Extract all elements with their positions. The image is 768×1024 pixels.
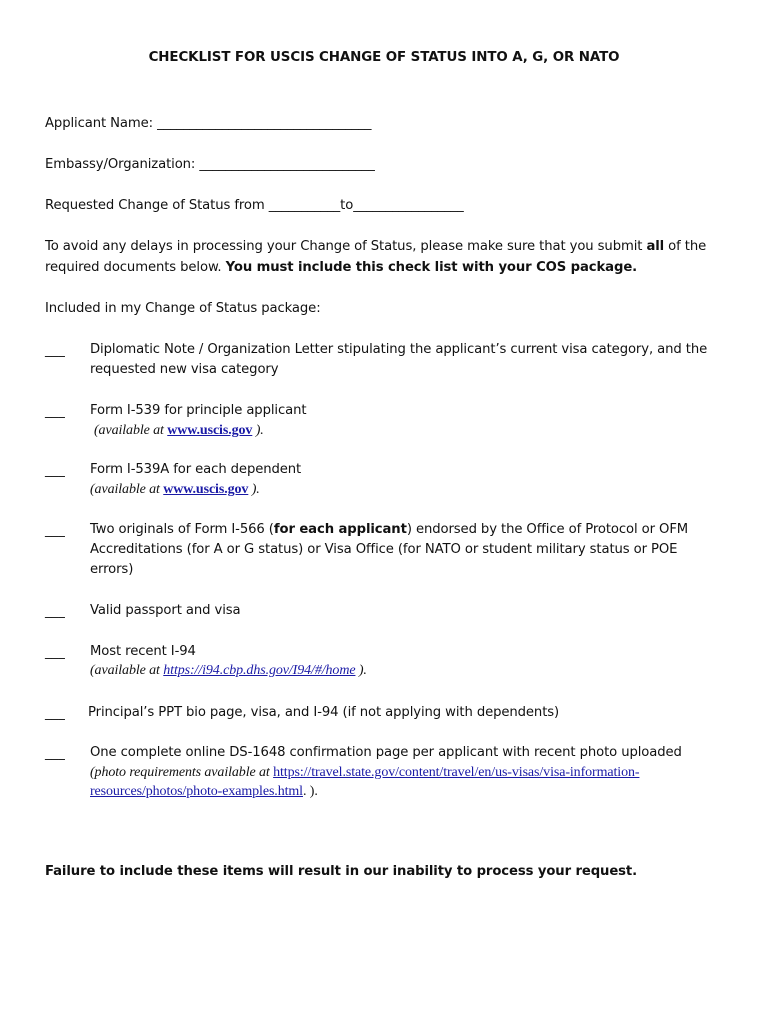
requested-status-label: Requested Change of Status from xyxy=(45,198,265,213)
applicant-name-label: Applicant Name: xyxy=(45,116,153,131)
photo-requirements-link-cont[interactable]: resources/photos/photo-examples.html xyxy=(90,784,303,799)
i94-link[interactable]: https://i94.cbp.dhs.gov/I94/#/home xyxy=(163,663,356,678)
item-form-i539a: Form I-539A for each dependent xyxy=(90,462,302,477)
checkbox-principal-ppt[interactable]: ___ xyxy=(45,706,65,721)
note-text-end: ). xyxy=(355,663,367,678)
intro-emphasis-all: all xyxy=(646,239,665,254)
uscis-link[interactable]: www.uscis.gov xyxy=(163,482,249,497)
item-text: Two originals of Form I-566 ( xyxy=(90,522,274,537)
checkbox-form-i539[interactable]: ___ xyxy=(45,404,65,419)
intro-text: To avoid any delays in processing your Change of Status, please make sure that you submit xyxy=(45,239,647,254)
embassy-organization-label: Embassy/Organization: xyxy=(45,157,196,172)
item-ds1648-note-line2 xyxy=(90,782,318,802)
note-text: (available at xyxy=(90,482,164,497)
item-form-i539: Form I-539 for principle applicant xyxy=(90,403,307,418)
requested-from-blank[interactable]: ___________ xyxy=(268,198,341,213)
intro-text: required documents below. xyxy=(45,260,226,275)
item-form-i566-line1 xyxy=(90,520,688,540)
checkbox-form-i566[interactable]: ___ xyxy=(45,523,65,538)
note-text: (photo requirements xyxy=(90,765,201,780)
included-heading: Included in my Change of Status package: xyxy=(45,301,321,316)
photo-requirements-link[interactable]: https://travel.state.gov/content/travel/en/us-visas/visa-information- xyxy=(273,765,640,780)
intro-must-include-notice: You must include this check list with your COS package. xyxy=(225,260,638,275)
embassy-organization-field xyxy=(45,155,375,175)
checkbox-passport-visa[interactable]: ___ xyxy=(45,604,65,619)
applicant-name-field xyxy=(45,114,371,134)
checkbox-ds1648[interactable]: ___ xyxy=(45,746,65,761)
note-text: (available at xyxy=(94,423,168,438)
failure-notice: Failure to include these items will result in our inability to process your request. xyxy=(45,864,638,879)
item-i94-note xyxy=(90,661,367,681)
item-diplomatic-note-line1: Diplomatic Note / Organization Letter stipulating the applicant’s current visa category, and the xyxy=(90,342,708,357)
note-text-end: . ). xyxy=(302,784,318,799)
item-form-i539-note xyxy=(94,421,264,441)
note-text-end: ). xyxy=(248,482,260,497)
item-ds1648: One complete online DS-1648 confirmation page per applicant with recent photo uploaded xyxy=(90,745,682,760)
intro-text-end: of the xyxy=(664,239,707,254)
checkbox-i94[interactable]: ___ xyxy=(45,645,65,660)
item-emphasis: for each applicant xyxy=(273,522,407,537)
page-title: CHECKLIST FOR USCIS CHANGE OF STATUS INTO A, G, OR NATO xyxy=(148,50,620,65)
item-form-i566-line2: Accreditations (for A or G status) or Visa Office (for NATO or student military status or POE xyxy=(90,542,678,557)
note-text-end: ). xyxy=(252,423,264,438)
intro-line-2 xyxy=(45,258,637,278)
requested-status-field xyxy=(45,196,464,216)
checkbox-diplomatic-note[interactable]: ___ xyxy=(45,343,65,358)
checkbox-form-i539a[interactable]: ___ xyxy=(45,463,65,478)
item-i94: Most recent I-94 xyxy=(90,644,196,659)
item-form-i566-line3: errors) xyxy=(90,562,134,577)
item-principal-ppt: Principal’s PPT bio page, visa, and I-94 (if not applying with dependents) xyxy=(88,705,560,720)
item-diplomatic-note-line2: requested new visa category xyxy=(90,362,279,377)
requested-to-label: to xyxy=(340,198,354,213)
item-text-end: ) endorsed by the Office of Protocol or OFM xyxy=(406,522,689,537)
note-text: (available at xyxy=(90,663,164,678)
intro-line-1 xyxy=(45,237,706,257)
item-passport-visa: Valid passport and visa xyxy=(90,603,241,618)
applicant-name-blank[interactable]: _________________________________ xyxy=(157,116,372,131)
uscis-link[interactable]: www.uscis.gov xyxy=(167,423,253,438)
embassy-organization-blank[interactable]: ___________________________ xyxy=(199,157,375,172)
item-ds1648-note-line1 xyxy=(90,763,639,783)
note-text: available at xyxy=(201,765,274,780)
requested-to-blank[interactable]: _________________ xyxy=(353,198,464,213)
item-form-i539a-note xyxy=(90,480,260,500)
